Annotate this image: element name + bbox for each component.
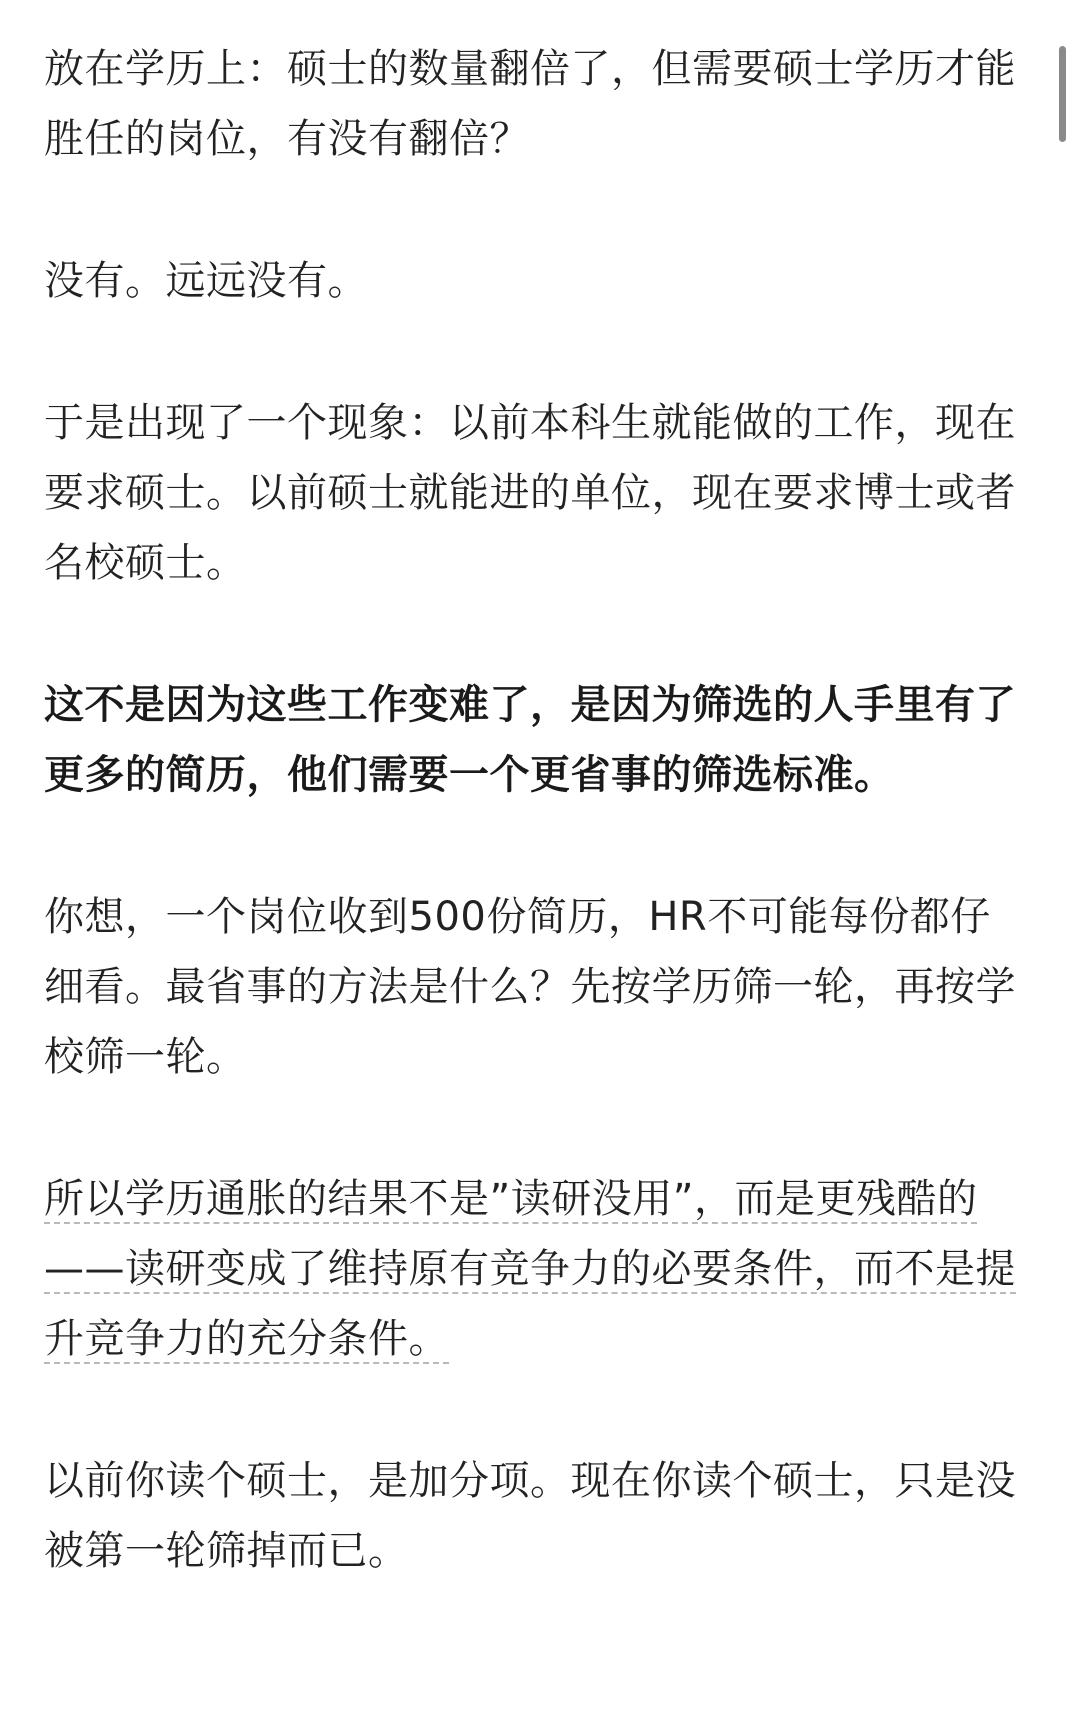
paragraph-2 bbox=[44, 246, 1024, 316]
article-body bbox=[44, 34, 1024, 1658]
paragraph-1 bbox=[44, 34, 1024, 174]
vertical-scrollbar[interactable] bbox=[1059, 46, 1066, 142]
paragraph-5 bbox=[44, 882, 1024, 1092]
paragraph-6-highlighted[interactable] bbox=[44, 1164, 1024, 1374]
paragraph-3 bbox=[44, 388, 1024, 598]
paragraph-7-text: 以前你读个硕士，是加分项。现在你读个硕士，只是没被第一轮筛掉而已。 bbox=[44, 1458, 1016, 1574]
paragraph-4-text: 这不是因为这些工作变难了，是因为筛选的人手里有了更多的简历，他们需要一个更省事的筛选标准。 bbox=[44, 682, 1016, 798]
paragraph-2-text: 没有。远远没有。 bbox=[44, 258, 368, 304]
paragraph-4-bold bbox=[44, 670, 1024, 810]
paragraph-5-text: 你想，一个岗位收到500份简历，HR不可能每份都仔细看。最省事的方法是什么？先按学历筛一轮，再按学校筛一轮。 bbox=[44, 894, 1016, 1080]
paragraph-6-text[interactable]: 所以学历通胀的结果不是”读研没用”，而是更残酷的——读研变成了维持原有竞争力的必要条件，而不是提升竞争力的充分条件。 bbox=[44, 1176, 1016, 1362]
paragraph-7 bbox=[44, 1446, 1024, 1586]
paragraph-3-text: 于是出现了一个现象：以前本科生就能做的工作，现在要求硕士。以前硕士就能进的单位，现在要求博士或者名校硕士。 bbox=[44, 400, 1016, 586]
paragraph-1-text: 放在学历上：硕士的数量翻倍了，但需要硕士学历才能胜任的岗位，有没有翻倍？ bbox=[44, 46, 1016, 162]
